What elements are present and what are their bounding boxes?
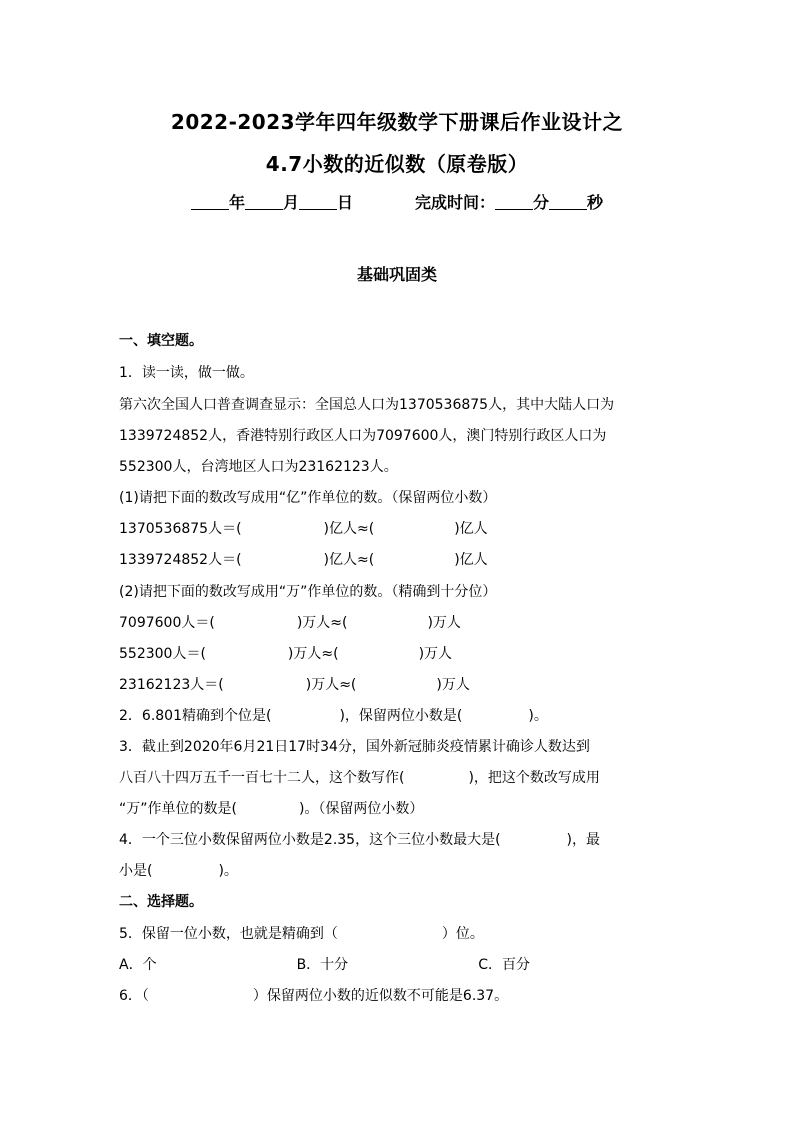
row2-end: )亿人 (454, 552, 488, 568)
section-title: 基础巩固类 (356, 265, 437, 284)
q1-sub1: (1)请把下面的数改写成用“亿”作单位的数。（保留两位小数） (119, 490, 497, 506)
part2-heading: 二、选择题。 (119, 894, 203, 910)
title-line-1: 2022-2023学年四年级数学下册课后作业设计之 (170, 110, 624, 134)
q5-options (119, 956, 530, 974)
day-label: 日 (336, 193, 353, 212)
q3-l2-a: 八百八十四万五千一百七十二人，这个数写作( (119, 770, 405, 786)
q4-l2-a: 小是( (119, 863, 153, 879)
q3-l3-b: )。（保留两位小数） (298, 801, 424, 817)
q4-l1-b: )，最 (566, 832, 601, 848)
row1-mid: )亿人≈( (323, 521, 375, 537)
q5-option-a[interactable]: A．个 (119, 957, 157, 973)
q4-line-2 (119, 862, 238, 880)
row5-number: 23162123人＝( (119, 677, 224, 693)
part1-heading: 一、填空题。 (119, 333, 203, 349)
row2-number: 1339724852人＝( (119, 552, 242, 568)
q1-row-3 (119, 614, 461, 632)
row3-number: 7097600人＝( (119, 615, 215, 631)
q1-title: 1．读一读，做一做。 (119, 365, 254, 381)
second-label: 秒 (587, 193, 604, 212)
date-time-line (0, 190, 794, 213)
q1-text-line-3: 552300人，台湾地区人口为23162123人。 (119, 459, 398, 475)
row5-end: )万人 (436, 677, 470, 693)
q1-row-2 (119, 551, 488, 569)
q6 (119, 987, 508, 1005)
title-line-2: 4.7小数的近似数（原卷版） (265, 152, 529, 176)
q6-part-a: 6．（ (119, 988, 149, 1004)
row1-number: 1370536875人＝( (119, 521, 242, 537)
q3-line-1: 3．截止到2020年6月21日17时34分，国外新冠肺炎疫情累计确诊人数达到 (119, 739, 590, 755)
minute-blank[interactable] (495, 193, 533, 210)
time-label: 完成时间： (415, 193, 496, 212)
q4-line-1 (119, 831, 600, 849)
second-blank[interactable] (549, 193, 587, 210)
row4-number: 552300人＝( (119, 646, 206, 662)
month-blank[interactable] (245, 193, 283, 210)
row3-end: )万人 (427, 615, 461, 631)
q6-part-b: ）保留两位小数的近似数不可能是6.37。 (252, 988, 509, 1004)
month-label: 月 (282, 193, 299, 212)
row3-mid: )万人≈( (296, 615, 348, 631)
minute-label: 分 (533, 193, 550, 212)
q4-l1-a: 4．一个三位小数保留两位小数是2.35，这个三位小数最大是( (119, 832, 501, 848)
q5 (119, 925, 484, 943)
q5-part-b: ）位。 (441, 926, 484, 942)
day-blank[interactable] (299, 193, 337, 210)
row4-mid: )万人≈( (287, 646, 339, 662)
q3-line-2 (119, 769, 600, 787)
q2-part-a: 2．6.801精确到个位是( (119, 708, 272, 724)
q3-l2-b: )，把这个数改写成用 (468, 770, 600, 786)
q2-part-c: )。 (528, 708, 548, 724)
q2-part-b: )，保留两位小数是( (339, 708, 463, 724)
q5-option-c[interactable]: C．百分 (478, 957, 530, 973)
q3-line-3 (119, 800, 423, 818)
q5-option-b[interactable]: B．十分 (296, 957, 349, 973)
q1-text-line-2: 1339724852人，香港特别行政区人口为7097600人，澳门特别行政区人口为 (119, 428, 607, 444)
row1-end: )亿人 (454, 521, 488, 537)
row4-end: )万人 (418, 646, 453, 662)
q4-l2-b: )。 (218, 863, 238, 879)
year-label: 年 (228, 193, 245, 212)
q1-row-1 (119, 520, 488, 538)
q5-part-a: 5．保留一位小数，也就是精确到（ (119, 926, 338, 942)
q1-row-5 (119, 676, 470, 694)
row2-mid: )亿人≈( (323, 552, 375, 568)
q1-sub2: (2)请把下面的数改写成用“万”作单位的数。（精确到十分位） (119, 584, 497, 600)
year-blank[interactable] (191, 193, 229, 210)
q1-row-4 (119, 645, 452, 663)
q1-text-line-1: 第六次全国人口普查调查显示：全国总人口为1370536875人，其中大陆人口为 (119, 397, 615, 413)
q3-l3-a: “万”作单位的数是( (119, 801, 237, 817)
q2 (119, 707, 548, 725)
row5-mid: )万人≈( (305, 677, 357, 693)
